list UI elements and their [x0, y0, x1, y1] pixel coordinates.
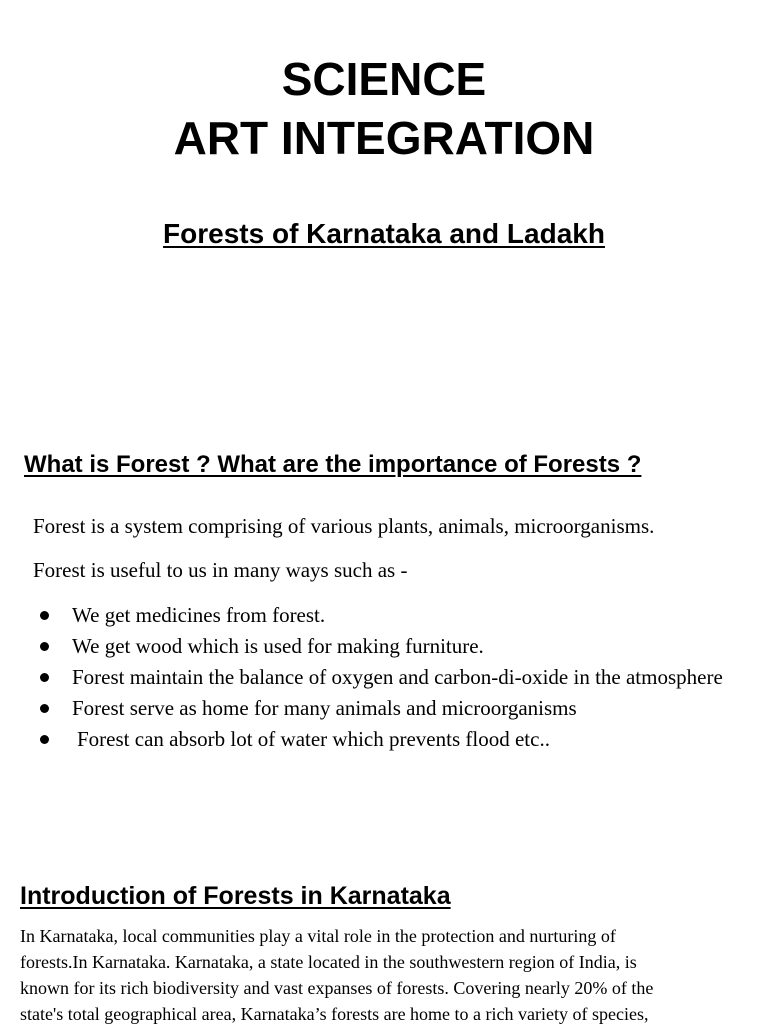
- list-item-text: We get wood which is used for making furniture.: [72, 634, 484, 658]
- list-item-text: Forest maintain the balance of oxygen and carbon-di-oxide in the atmosphere: [72, 665, 723, 689]
- page-title-line-1: SCIENCE: [281, 53, 487, 105]
- paragraph-line: In Karnataka, local communities play a vital role in the protection and nurturing of: [20, 926, 616, 946]
- section-heading-karnataka-intro: Introduction of Forests in Karnataka: [20, 882, 451, 910]
- page-title-line-2: ART INTEGRATION: [173, 112, 595, 164]
- list-item-text: We get medicines from forest.: [72, 603, 326, 627]
- paragraph-line: forests.In Karnataka. Karnataka, a state located in the southwestern region of India, is: [20, 952, 637, 972]
- karnataka-intro-paragraph: [20, 923, 720, 1027]
- bullet-icon: [40, 704, 49, 713]
- bullet-icon: [40, 642, 49, 651]
- list-item-text: Forest can absorb lot of water which prevents flood etc..: [77, 727, 550, 751]
- forest-definition-paragraph: Forest is a system comprising of various plants, animals, microorganisms.: [33, 514, 655, 538]
- list-item: [33, 724, 733, 755]
- forest-importance-list: [33, 600, 733, 755]
- list-item: [33, 693, 733, 724]
- section-heading-what-is-forest: What is Forest ? What are the importance of Forests ?: [24, 451, 642, 478]
- list-item: [33, 662, 733, 693]
- list-item: [33, 631, 733, 662]
- bullet-icon: [40, 735, 49, 744]
- list-item-text: Forest serve as home for many animals and microorganisms: [72, 696, 577, 720]
- paragraph-line: state's total geographical area, Karnataka’s forests are home to a rich variety of species,: [20, 1004, 649, 1024]
- forest-usefulness-paragraph: Forest is useful to us in many ways such as -: [33, 558, 408, 582]
- paragraph-line: known for its rich biodiversity and vast expanses of forests. Covering nearly 20% of the: [20, 978, 654, 998]
- list-item: [33, 600, 733, 631]
- bullet-icon: [40, 673, 49, 682]
- page-subtitle: Forests of Karnataka and Ladakh: [163, 218, 605, 249]
- bullet-icon: [40, 611, 49, 620]
